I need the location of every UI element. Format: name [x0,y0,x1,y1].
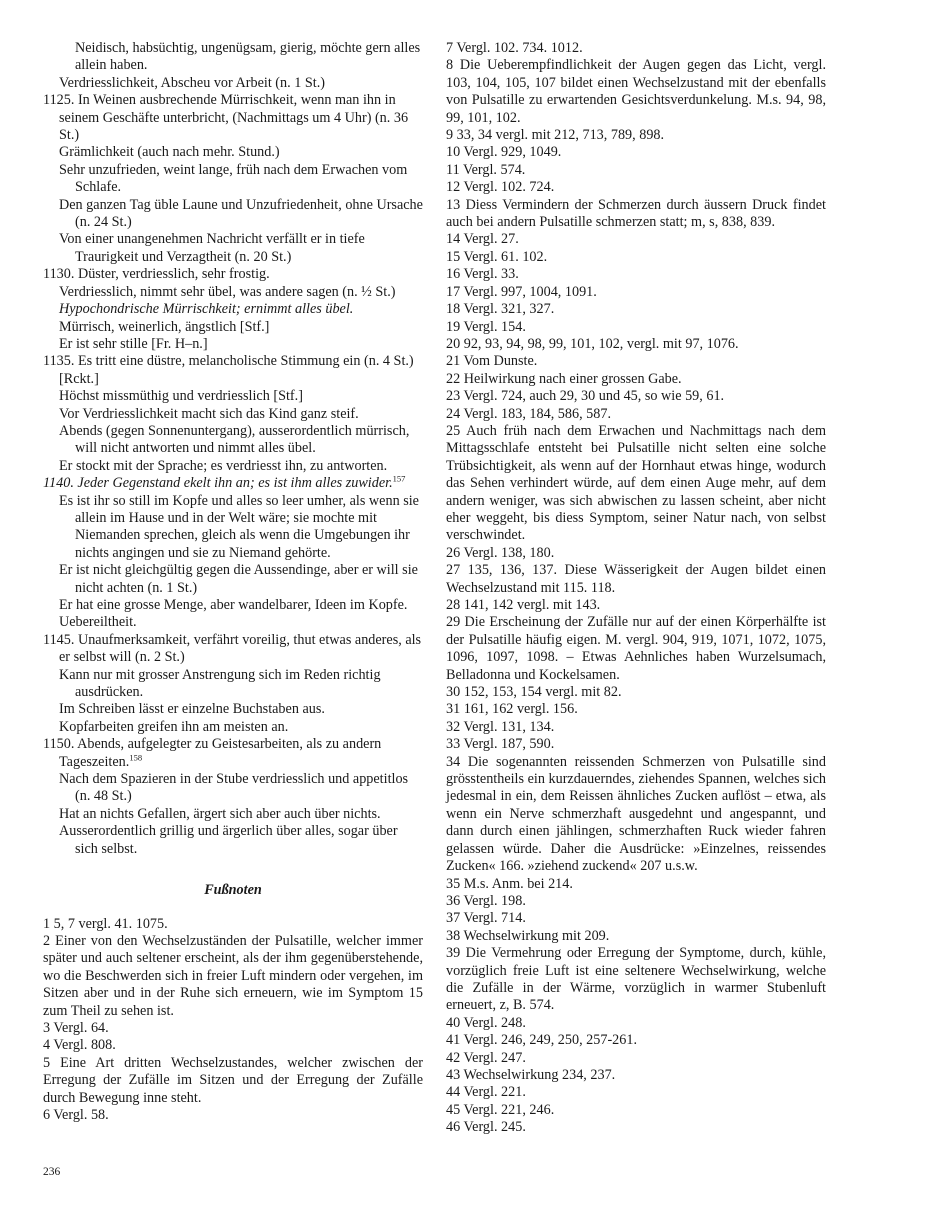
symptom-numbered: 1135. Es tritt eine düstre, melancholische Stimmung ein (n. 4 St.) [Rckt.] [43,353,414,387]
footnote: 41 Vergl. 246, 249, 250, 257-261. [446,1032,638,1049]
footnote: 2 Einer von den Wechselzuständen der Pulsatille, welcher immer später und auch seltener erscheint, als der ihm gegenüberstehende, wo die Beschwerden sich in freier Luft mindern oder vergehen, im Sitzen aber und in der Ruhe sich erneuern, wie im Symptom 15 zum Theil zu sehen ist. [43,932,423,1019]
footnote: 23 Vergl. 724, auch 29, 30 und 45, so wie 59, 61. [446,388,725,405]
footnote: 19 Vergl. 154. [446,318,526,335]
footnote: 8 Die Ueberempfindlichkeit der Augen gegen das Licht, vergl. 103, 104, 105, 107 bildet einen Wechselzustand mit der ebenfalls von Pulsatille zu erwartenden Gesichtsverdunkelung. M.s. 94, 98, 99, 101, 102. [446,57,826,126]
symptom-numbered: 1145. Unaufmerksamkeit, verfährt voreilig, thut etwas anderes, als er selbst will (n. 2 St.) [43,631,422,666]
footnote: 33 Vergl. 187, 590. [446,736,555,753]
symptom-line: Er ist nicht gleichgültig gegen die Aussendinge, aber er will sie nicht achten (n. 1 St.) [59,562,418,596]
footnote: 10 Vergl. 929, 1049. [446,144,562,161]
footnote: 26 Vergl. 138, 180. [446,544,555,561]
footnote: 1 5, 7 vergl. 41. 1075. [43,915,168,932]
symptom-line: Abends (gegen Sonnenuntergang), ausserordentlich mürrisch, will nicht antworten und nimmt alles übel. [59,422,410,457]
footnote: 40 Vergl. 248. [446,1014,526,1031]
footnote-ref: 158 [129,751,143,762]
footnote: 5 Eine Art dritten Wechselzustandes, welcher zwischen der Erregung der Zufälle im Sitzen und der Erregung der Zufälle durch Bewegung inne steht. [43,1054,423,1106]
symptom-line: Höchst missmüthig und verdriesslich [Stf.] [59,388,303,405]
symptom-line: Er stockt mit der Sprache; es verdriesst ihn, zu antworten. [59,457,388,474]
footnote: 45 Vergl. 221, 246. [446,1101,555,1118]
symptom-text: 1150. Abends, aufgelegter zu Geistesarbeiten, als zu andern Tageszeiten. [43,736,382,770]
footnote: 9 33, 34 vergl. mit 212, 713, 789, 898. [446,127,665,144]
footnote: 34 Die sogenannten reissenden Schmerzen von Pulsatille sind grösstentheils ein kurzdauerndes, ziehendes Spannen, welches sich jedesmal in ein, dem Reissen ähnliches Zucken auflöst – etwa, als wenn ein Nerve schmerzhaft ausgedehnt und angespannt, und dann durch einen jählingen, schmerzhaften Ruck wieder fahren gelassen würde. Daher die Ausdrücke: »Einzelnes, reissendes Zucken« 166. »ziehend zuckend« 207 u.s.w. [446,753,826,875]
footnote: 22 Heilwirkung nach einer grossen Gabe. [446,370,682,387]
footnote: 14 Vergl. 27. [446,231,519,248]
footnote: 25 Auch früh nach dem Erwachen und Nachmittags nach dem Mittagsschlafe entsteht bei Pulsatille nicht selten eine solche Trübsichtigkeit, als wenn auf der Hornhaut etwas hinge, wodurch das Sehen verhindert würde, auf dem einen Auge mehr, auf dem andern weniger, was sich abwischen zu lassen scheint, aber nicht eher weggeht, bis diess Symptom, seiner Natur nach, von selbst verschwindet. [446,422,826,544]
symptom-numbered-with-note [43,736,423,771]
footnote: 31 161, 162 vergl. 156. [446,701,578,718]
footnote: 3 Vergl. 64. [43,1019,109,1036]
footnotes-heading: Fußnoten [204,882,262,899]
footnote: 43 Wechselwirkung 234, 237. [446,1066,616,1083]
footnote: 12 Vergl. 102. 724. [446,179,555,196]
symptom-line: Ausserordentlich grillig und ärgerlich über alles, sogar über sich selbst. [59,823,398,857]
footnote: 18 Vergl. 321, 327. [446,301,555,318]
footnote: 30 152, 153, 154 vergl. mit 82. [446,684,622,701]
footnote: 38 Wechselwirkung mit 209. [446,927,610,944]
symptom-line-italic: Hypochondrische Mürrischkeit; ernimmt alles übel. [59,301,354,318]
footnote-ref: 157 [392,473,406,484]
footnote: 46 Vergl. 245. [446,1119,526,1136]
right-column [446,40,826,1137]
footnote: 27 135, 136, 137. Diese Wässerigkeit der Augen bildet einen Wechselzustand mit 115. 118. [446,562,826,596]
symptom-line: Sehr unzufrieden, weint lange, früh nach dem Erwachen vom Schlafe. [59,161,408,196]
footnote: 7 Vergl. 102. 734. 1012. [446,40,583,56]
footnote: 35 M.s. Anm. bei 214. [446,875,573,892]
footnote: 36 Vergl. 198. [446,892,526,909]
footnote: 20 92, 93, 94, 98, 99, 101, 102, vergl. mit 97, 1076. [446,335,739,352]
footnote: 13 Diess Vermindern der Schmerzen durch äussern Druck findet auch bei andern Pulsatille schmerzen statt; m, s, 838, 839. [446,196,826,231]
footnote: 15 Vergl. 61. 102. [446,248,548,265]
footnote: 28 141, 142 vergl. mit 143. [446,597,601,613]
footnote: 32 Vergl. 131, 134. [446,718,555,735]
symptom-line: Neidisch, habsüchtig, ungenügsam, gierig, möchte gern alles allein haben. [75,40,421,74]
symptom-line: Verdriesslichkeit, Abscheu vor Arbeit (n. 1 St.) [59,74,325,91]
left-column [43,40,423,1124]
footnote: 24 Vergl. 183, 184, 586, 587. [446,405,611,422]
symptom-line: Im Schreiben lässt er einzelne Buchstaben aus. [59,701,325,718]
footnote: 21 Vom Dunste. [446,353,538,370]
footnote: 39 Die Vermehrung oder Erregung der Symptome, durch, kühle, vorzüglich freie Luft ist eine seltenere Wechselwirkung, welche die Zufälle in der Wärme, vorzüglich in warmer Stubenluft erneuert, z, B. 574. [446,945,826,1014]
page-number: 236 [43,1166,61,1178]
footnote: 17 Vergl. 997, 1004, 1091. [446,283,597,300]
symptom-line: Grämlichkeit (auch nach mehr. Stund.) [59,144,280,161]
symptom-line: Den ganzen Tag üble Laune und Unzufriedenheit, ohne Ursache (n. 24 St.) [59,196,423,231]
symptom-line: Vor Verdriesslichkeit macht sich das Kind ganz steif. [59,405,359,422]
footnote: 4 Vergl. 808. [43,1037,116,1054]
symptom-numbered-with-note [43,475,423,492]
symptom-line: Hat an nichts Gefallen, ärgert sich aber auch über nichts. [59,805,381,822]
symptom-line: Verdriesslich, nimmt sehr übel, was andere sagen (n. ½ St.) [59,283,396,300]
footnote: 11 Vergl. 574. [446,161,526,178]
symptom-line: Er ist sehr stille [Fr. H–n.] [59,335,208,352]
symptom-numbered: 1130. Düster, verdriesslich, sehr frostig. [43,266,270,283]
symptom-line: Von einer unangenehmen Nachricht verfällt er in tiefe Traurigkeit und Verzagtheit (n. 20 St.) [59,231,365,265]
symptom-line: Kopfarbeiten greifen ihn am meisten an. [59,718,289,735]
footnote: 29 Die Erscheinung der Zufälle nur auf der einen Körperhälfte ist der Pulsatille häufig eigen. M. vergl. 904, 919, 1071, 1072, 1075, 1096, 1097, 1098. – Etwas Aehnliches haben Wurzelsumach, Belladonna und Kockelsamen. [446,614,826,683]
symptom-line: Es ist ihr so still im Kopfe und alles so leer umher, als wenn sie allein im Hause und in der Welt wäre; sie mochte mit Niemanden sprechen, gleich als wenn die Umgebungen ihr nichts angingen und sie zu Niemand gehörte. [59,492,419,561]
symptom-line: Uebereiltheit. [59,614,137,631]
symptom-line: Nach dem Spazieren in der Stube verdriesslich und appetitlos (n. 48 St.) [59,771,409,805]
symptom-line: Er hat eine grosse Menge, aber wandelbarer, Ideen im Kopfe. [59,597,408,613]
footnote: 44 Vergl. 221. [446,1084,526,1101]
symptom-text: 1140. Jeder Gegenstand ekelt ihn an; es ist ihm alles zuwider. [43,475,393,492]
footnote: 37 Vergl. 714. [446,910,526,927]
symptom-numbered: 1125. In Weinen ausbrechende Mürrischkeit, wenn man ihn in seinem Geschäfte unterbricht, (Nachmittags um 4 Uhr) (n. 36 St.) [43,92,409,144]
footnote: 42 Vergl. 247. [446,1049,526,1066]
footnote: 6 Vergl. 58. [43,1106,109,1123]
footnote: 16 Vergl. 33. [446,266,519,283]
symptom-line: Mürrisch, weinerlich, ängstlich [Stf.] [59,318,270,335]
symptom-line: Kann nur mit grosser Anstrengung sich im Reden richtig ausdrücken. [59,666,381,701]
